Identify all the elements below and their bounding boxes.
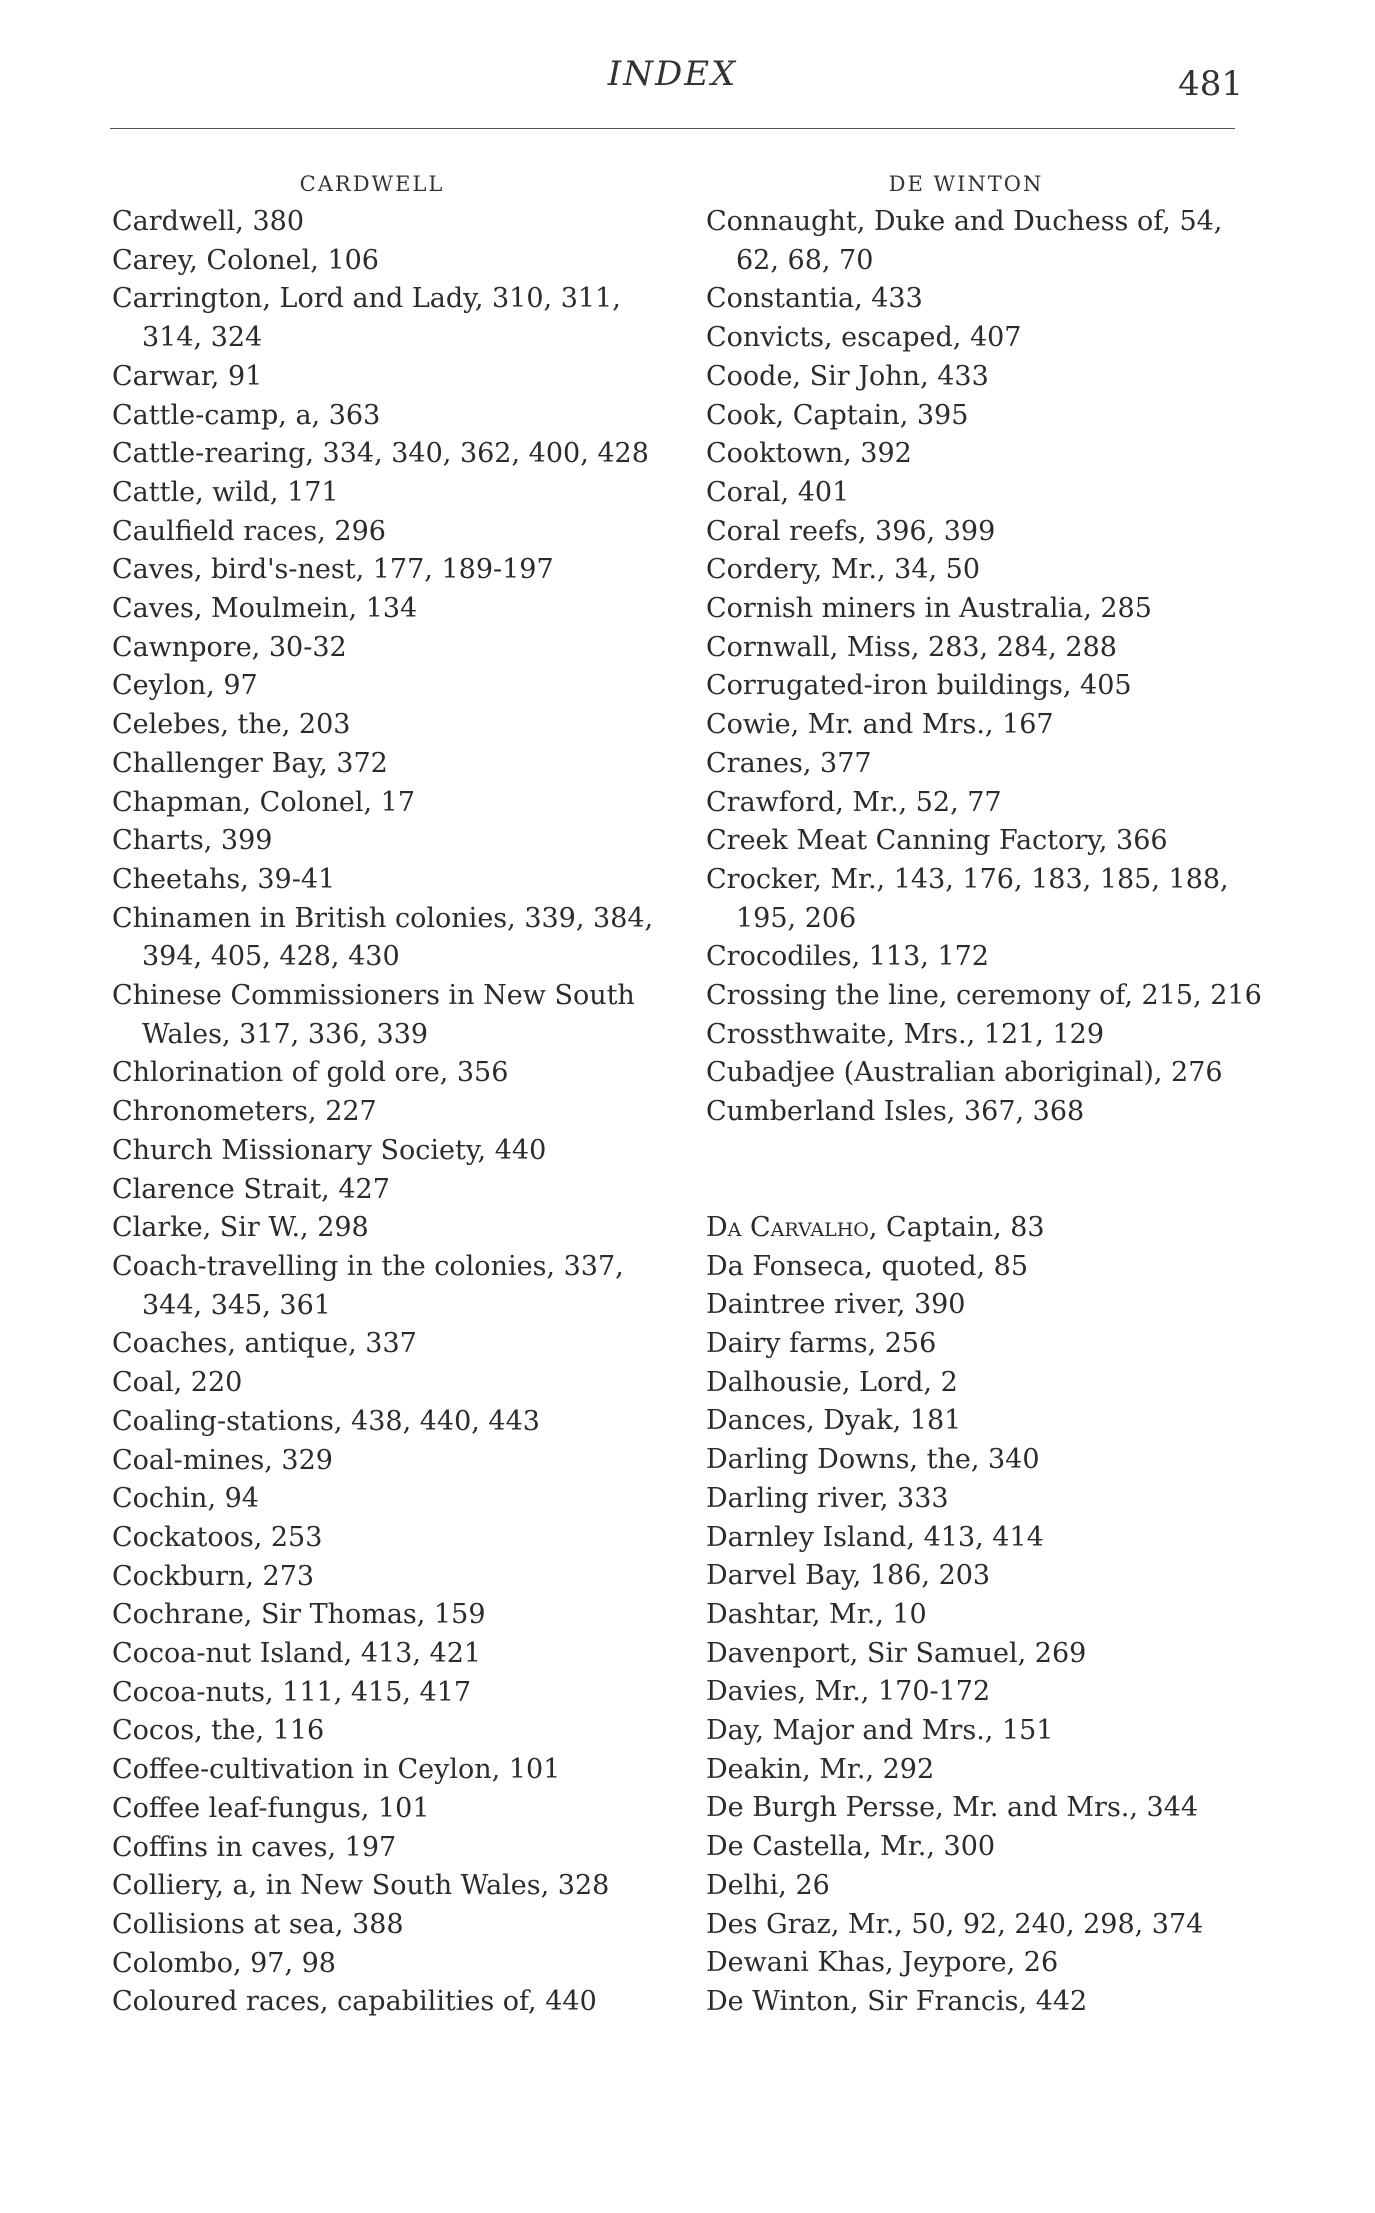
index-entry: Convicts, escaped, 407 <box>706 322 1022 354</box>
index-entry: Carey, Colonel, 106 <box>112 244 379 276</box>
index-entry: Crossthwaite, Mrs., 121, 129 <box>706 1018 1104 1050</box>
index-entry: Corrugated-iron buildings, 405 <box>706 670 1132 702</box>
index-entry: Challenger Bay, 372 <box>112 747 388 779</box>
index-entry: Charts, 399 <box>112 825 273 857</box>
index-entry: Dairy farms, 256 <box>706 1327 937 1359</box>
index-entry: Crossing the line, ceremony of, 215, 216 <box>706 980 1262 1012</box>
index-entry: Cocoa-nuts, 111, 415, 417 <box>112 1676 472 1708</box>
index-entry: De Winton, Sir Francis, 442 <box>706 1985 1088 2017</box>
index-entry: Davies, Mr., 170-172 <box>706 1676 991 1708</box>
index-entry: Carwar, 91 <box>112 360 263 392</box>
index-entry: Church Missionary Society, 440 <box>112 1134 547 1166</box>
index-entry: De Burgh Persse, Mr. and Mrs., 344 <box>706 1792 1199 1824</box>
index-entry: Chlorination of gold ore, 356 <box>112 1057 509 1089</box>
right-column <box>706 165 1266 2022</box>
index-entry: Colliery, a, in New South Wales, 328 <box>112 1870 610 1902</box>
index-entry: Chronometers, 227 <box>112 1096 377 1128</box>
index-entry: Chinese Commissioners in New South Wales, 317, 336, 339 <box>112 980 635 1050</box>
index-entry: Cowie, Mr. and Mrs., 167 <box>706 709 1054 741</box>
index-entry: Coffins in caves, 197 <box>112 1831 397 1863</box>
d-entry-list <box>706 1209 1266 2022</box>
index-entry: Deakin, Mr., 292 <box>706 1753 935 1785</box>
index-entry: Creek Meat Canning Factory, 366 <box>706 825 1168 857</box>
index-entry: Cochrane, Sir Thomas, 159 <box>112 1599 486 1631</box>
index-entry: Cocoa-nut Island, 413, 421 <box>112 1638 482 1670</box>
index-entry: Dewani Khas, Jeypore, 26 <box>706 1947 1059 1979</box>
index-entry: Darling river, 333 <box>706 1482 949 1514</box>
index-entry: Coode, Sir John, 433 <box>706 360 989 392</box>
left-column <box>112 165 672 2022</box>
index-entry: Cattle, wild, 171 <box>112 476 339 508</box>
index-entry: Celebes, the, 203 <box>112 709 351 741</box>
index-entry: Cubadjee (Australian aboriginal), 276 <box>706 1057 1223 1089</box>
index-entry: Constantia, 433 <box>706 283 923 315</box>
entry-rest: , Captain, 83 <box>868 1211 1045 1243</box>
left-column-heading: CARDWELL <box>299 172 445 196</box>
index-entry: Cranes, 377 <box>706 747 872 779</box>
index-entry: Caulfield races, 296 <box>112 515 386 547</box>
index-entry: Coal, 220 <box>112 1367 243 1399</box>
index-entry: Cook, Captain, 395 <box>706 399 969 431</box>
index-entry: Cockburn, 273 <box>112 1560 315 1592</box>
index-entry: Chapman, Colonel, 17 <box>112 786 416 818</box>
index-entry: Da Fonseca, quoted, 85 <box>706 1250 1029 1282</box>
index-entry: Cornwall, Miss, 283, 284, 288 <box>706 631 1117 663</box>
right-entry-list <box>706 203 1266 1132</box>
index-entry: Cooktown, 392 <box>706 438 912 470</box>
index-entry: Caves, Moulmein, 134 <box>112 593 418 625</box>
index-entry: Dalhousie, Lord, 2 <box>706 1366 958 1398</box>
index-entry: Coaches, antique, 337 <box>112 1328 417 1360</box>
index-entry: Cordery, Mr., 34, 50 <box>706 554 981 586</box>
index-entry: Darvel Bay, 186, 203 <box>706 1560 991 1592</box>
index-entry: Day, Major and Mrs., 151 <box>706 1715 1054 1747</box>
index-entry: Daintree river, 390 <box>706 1289 966 1321</box>
index-entry: Cumberland Isles, 367, 368 <box>706 1096 1085 1128</box>
index-entry: Caves, bird's-nest, 177, 189-197 <box>112 554 554 586</box>
index-entry: Delhi, 26 <box>706 1869 830 1901</box>
page-header <box>110 48 1243 129</box>
page-number: 481 <box>1178 64 1243 104</box>
index-entry: Collisions at sea, 388 <box>112 1908 404 1940</box>
index-entry: Coloured races, capabilities of, 440 <box>112 1986 597 2018</box>
index-entry: Clarke, Sir W., 298 <box>112 1212 369 1244</box>
index-entry: Cochin, 94 <box>112 1483 259 1515</box>
index-entry: Coffee-cultivation in Ceylon, 101 <box>112 1754 561 1786</box>
index-entry <box>706 1209 1266 1248</box>
index-entry: Cornish miners in Australia, 285 <box>706 593 1152 625</box>
index-entry: Cocos, the, 116 <box>112 1715 325 1747</box>
index-entry: Crawford, Mr., 52, 77 <box>706 786 1002 818</box>
index-entry: Coach-travelling in the colonies, 337, 344, 345, 361 <box>112 1250 624 1321</box>
index-entry: Dashtar, Mr., 10 <box>706 1598 927 1630</box>
left-entry-list <box>112 203 672 2022</box>
index-entry: Crocodiles, 113, 172 <box>706 941 989 973</box>
index-entry: Coffee leaf-fungus, 101 <box>112 1792 430 1824</box>
index-entry: Carrington, Lord and Lady, 310, 311, 314, 324 <box>112 283 621 354</box>
index-entry: Colombo, 97, 98 <box>112 1947 336 1979</box>
index-entry: Crocker, Mr., 143, 176, 183, 185, 188, 195, 206 <box>706 863 1229 934</box>
index-entry: Clarence Strait, 427 <box>112 1173 390 1205</box>
index-entry: Chinamen in British colonies, 339, 384, 394, 405, 428, 430 <box>112 902 654 973</box>
index-entry: Darnley Island, 413, 414 <box>706 1521 1044 1553</box>
index-entry: Cockatoos, 253 <box>112 1521 323 1553</box>
running-title: INDEX <box>607 54 738 94</box>
small-caps-lead: Da Carvalho <box>706 1211 869 1243</box>
index-entry: Cardwell, 380 <box>112 206 305 237</box>
index-entry: De Castella, Mr., 300 <box>706 1831 996 1863</box>
index-entry: Cawnpore, 30-32 <box>112 631 347 663</box>
index-entry: Davenport, Sir Samuel, 269 <box>706 1637 1087 1669</box>
index-entry: Connaught, Duke and Duchess of, 54, 62, 68, 70 <box>706 206 1223 276</box>
index-entry: Des Graz, Mr., 50, 92, 240, 298, 374 <box>706 1908 1204 1940</box>
index-entry: Darling Downs, the, 340 <box>706 1444 1040 1476</box>
index-entry: Coral, 401 <box>706 476 850 508</box>
right-column-heading: DE WINTON <box>888 172 1044 196</box>
index-entry: Cheetahs, 39-41 <box>112 863 336 895</box>
index-entry: Cattle-camp, a, 363 <box>112 399 381 431</box>
index-entry: Ceylon, 97 <box>112 670 258 702</box>
index-entry: Coaling-stations, 438, 440, 443 <box>112 1405 540 1437</box>
index-entry: Dances, Dyak, 181 <box>706 1405 962 1437</box>
index-entry: Coral reefs, 396, 399 <box>706 515 996 547</box>
index-entry: Coal-mines, 329 <box>112 1444 333 1476</box>
index-entry: Cattle-rearing, 334, 340, 362, 400, 428 <box>112 438 649 470</box>
letter-section-gap <box>706 1132 1266 1209</box>
